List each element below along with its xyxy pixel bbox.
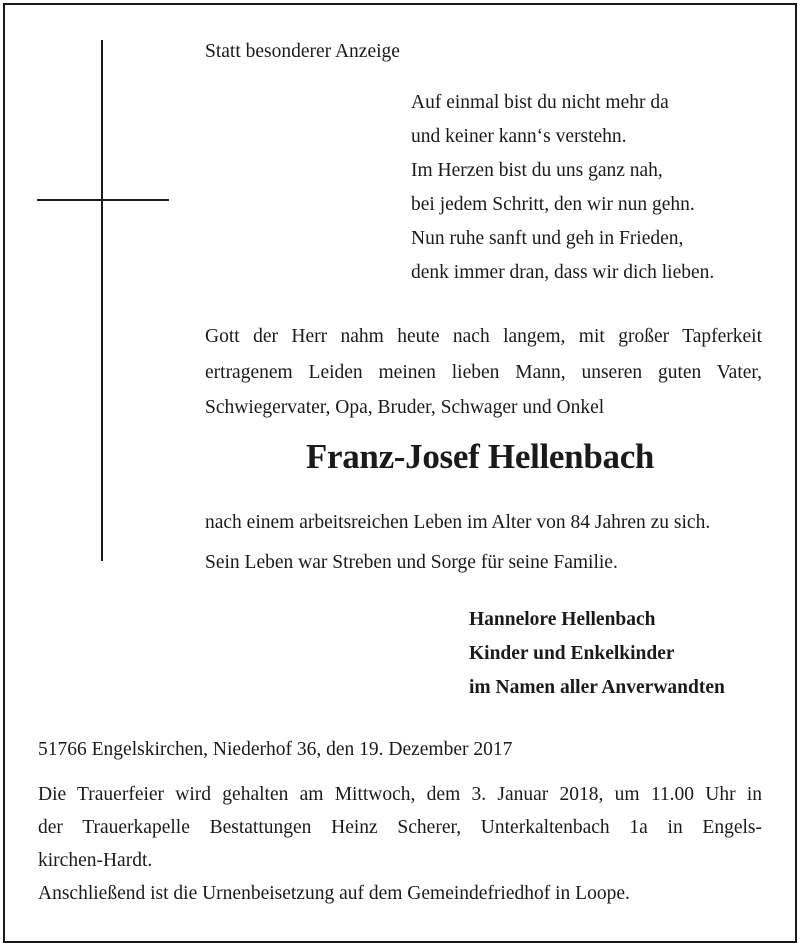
poem-line: Nun ruhe sanft und geh in Frieden, bbox=[411, 228, 684, 249]
after-name-line: Sein Leben war Streben und Sorge für seine Familie. bbox=[205, 552, 618, 573]
signature-line: im Namen aller Anverwandten bbox=[469, 677, 725, 698]
burial-info: Anschließend ist die Urnenbeisetzung auf dem Gemeindefriedhof in Loope. bbox=[38, 883, 630, 904]
announcement-line: Schwiegervater, Opa, Bruder, Schwager und Onkel bbox=[205, 397, 605, 418]
deceased-name: Franz-Josef Hellenbach bbox=[305, 437, 655, 476]
poem-line: Auf einmal bist du nicht mehr da bbox=[411, 92, 669, 113]
service-line: kirchen-Hardt. bbox=[38, 850, 153, 871]
poem-line: denk immer dran, dass wir dich lieben. bbox=[411, 262, 715, 283]
place-date: 51766 Engelskirchen, Niederhof 36, den 19. Dezember 2017 bbox=[38, 739, 513, 760]
cross-icon-vertical bbox=[101, 40, 103, 561]
announcement-line: Gott der Herr nahm heute nach langem, mit großer Tapferkeit bbox=[205, 326, 762, 347]
signatures bbox=[469, 603, 725, 705]
notice-intro: Statt besonderer Anzeige bbox=[205, 41, 400, 62]
signature-line: Hannelore Hellenbach bbox=[469, 609, 656, 630]
announcement-line: ertragenem Leiden meinen lieben Mann, unseren guten Vater, bbox=[205, 361, 762, 383]
after-name-line: nach einem arbeitsreichen Leben im Alter von 84 Jahren zu sich. bbox=[205, 512, 711, 533]
poem-line: bei jedem Schritt, den wir nun gehn. bbox=[411, 194, 695, 215]
cross-icon-horizontal bbox=[37, 199, 169, 201]
service-line: Die Trauerfeier wird gehalten am Mittwoch, dem 3. Januar 2018, um 11.00 Uhr in bbox=[38, 784, 762, 805]
service-line: der Trauerkapelle Bestattungen Heinz Scherer, Unterkaltenbach 1a in Engels- bbox=[38, 817, 762, 838]
announcement-text bbox=[205, 319, 762, 426]
footer-details bbox=[38, 733, 762, 910]
memorial-poem bbox=[411, 86, 714, 290]
signature-line: Kinder und Enkelkinder bbox=[469, 643, 675, 664]
after-name-text bbox=[205, 503, 710, 583]
poem-line: Im Herzen bist du uns ganz nah, bbox=[411, 160, 663, 181]
poem-line: und keiner kann‘s verstehn. bbox=[411, 126, 627, 147]
